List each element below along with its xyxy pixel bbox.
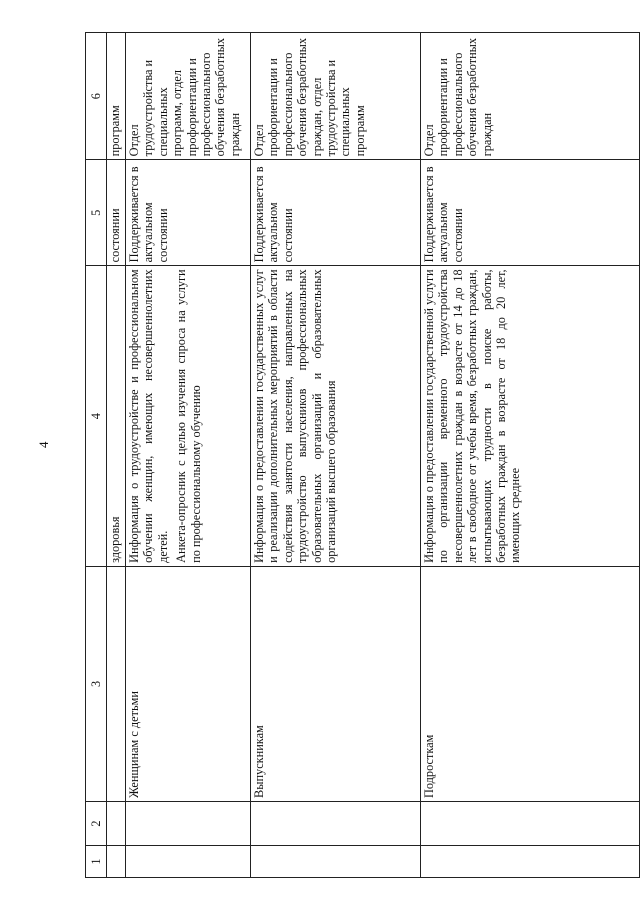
continuation-col5: состоянии [107, 160, 126, 266]
responsible-cell: Отдел трудоустройства и специальных программ, отдел профориентации и профессионального обучения безработных граждан [126, 33, 251, 160]
header-col-4: 4 [86, 266, 107, 567]
responsible-cell: Отдел профориентации и профессионального обучения безработных граждан, отдел трудоустройства и специальных программ [251, 33, 421, 160]
audience-cell: Выпускникам [251, 566, 421, 801]
header-col-5: 5 [86, 160, 107, 266]
audience-cell: Женщинам с детьми [126, 566, 251, 801]
audience-cell: Подросткам [421, 566, 640, 801]
continuation-col4: здоровья [107, 266, 126, 567]
info-cell: Информация о предоставлении государственной услуги по организации временного трудоустройства несовершеннолетних граждан в возрасте от 14 до 18 лет в свободное от учебы время, безработных граждан, испытывающих трудности в поиске работы, безработных граждан в возрасте от 18 до 20 лет, имеющих среднее [421, 266, 640, 567]
status-cell: Поддерживается в актуальном состоянии [126, 160, 251, 266]
cell [421, 802, 640, 846]
header-col-1: 1 [86, 846, 107, 878]
info-cell [126, 266, 251, 567]
header-col-2: 2 [86, 802, 107, 846]
info-text: Информация о трудоустройстве и профессиональном обучении женщин, имеющих несовершеннолетних детей. [127, 269, 170, 563]
cell [251, 802, 421, 846]
rotated-table-container [85, 32, 640, 878]
cell [251, 846, 421, 878]
header-col-3: 3 [86, 566, 107, 801]
continuation-row [107, 33, 126, 878]
page-number: 4 [36, 441, 51, 448]
cell [126, 846, 251, 878]
cell [126, 802, 251, 846]
table-row-graduates [251, 33, 421, 878]
cell [107, 846, 126, 878]
table-row-women [126, 33, 251, 878]
info-cell: Информация о предоставлении государственных услуг и реализации дополнительных мероприятий в области содействия занятости населения, направленных на трудоустройство выпускников профессиональных образовательных организаций и образовательных организаций высшего образования [251, 266, 421, 567]
continuation-col6: программ [107, 33, 126, 160]
cell [107, 802, 126, 846]
cell [107, 566, 126, 801]
table-row-teens [421, 33, 640, 878]
header-row [86, 33, 107, 878]
status-cell: Поддерживается в актуальном состоянии [251, 160, 421, 266]
status-cell: Поддерживается в актуальном состоянии [421, 160, 640, 266]
services-table [85, 32, 640, 878]
responsible-cell: Отдел профориентации и профессионального обучения безработных граждан [421, 33, 640, 160]
header-col-6: 6 [86, 33, 107, 160]
info-text: Анкета-опросник с целью изучения спроса на услуги по профессиональному обучению [174, 269, 203, 563]
cell [421, 846, 640, 878]
